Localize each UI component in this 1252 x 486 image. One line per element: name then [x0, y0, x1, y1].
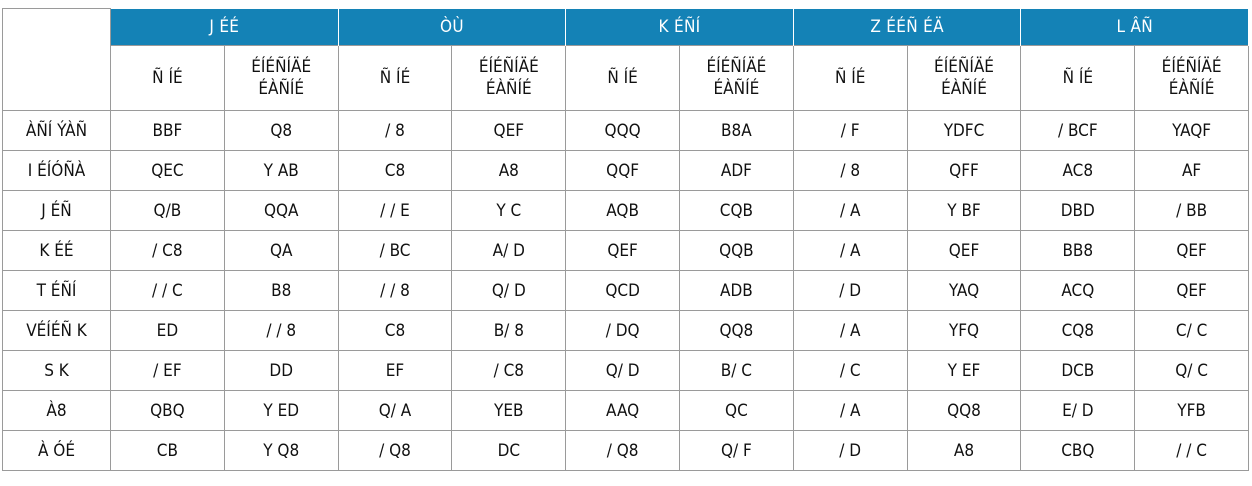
row-label: À ÓÉ	[3, 431, 111, 471]
table-cell: QEF	[1135, 231, 1249, 271]
row-label: À8	[3, 391, 111, 431]
table-cell: / C	[793, 351, 907, 391]
row-label: J ÉÑ	[3, 191, 111, 231]
row-label: K ÉÉ	[3, 231, 111, 271]
table-cell: / DQ	[566, 311, 680, 351]
table-cell: QQF	[566, 151, 680, 191]
table-row	[3, 391, 1249, 431]
sub-header	[793, 46, 907, 111]
table-cell: Q/B	[111, 191, 225, 231]
table-cell: C8	[338, 151, 452, 191]
table-cell: AAQ	[566, 391, 680, 431]
table-cell: QQA	[224, 191, 338, 231]
table-cell: / BCF	[1021, 111, 1135, 151]
table-cell: BB8	[1021, 231, 1135, 271]
table-cell: Q/ D	[452, 271, 566, 311]
group-header: K ÉÑÍ	[566, 9, 794, 46]
table-cell: CQ8	[1021, 311, 1135, 351]
table-cell: EF	[338, 351, 452, 391]
table-cell: QBQ	[111, 391, 225, 431]
sub-header-label: ÉÍÉÑÍÄÉ ÉÀÑÍÉ	[478, 57, 539, 99]
table-cell: QQQ	[566, 111, 680, 151]
row-label: S K	[3, 351, 111, 391]
table-row	[3, 351, 1249, 391]
table-cell: QCD	[566, 271, 680, 311]
table-cell: E/ D	[1021, 391, 1135, 431]
table-cell: YAQF	[1135, 111, 1249, 151]
table-cell: / A	[793, 191, 907, 231]
table-cell: QEF	[1135, 271, 1249, 311]
group-header: L ÂÑ	[1021, 9, 1249, 46]
table-cell: / BB	[1135, 191, 1249, 231]
table-cell: / C8	[111, 231, 225, 271]
table-cell: YAQ	[907, 271, 1021, 311]
table-row	[3, 311, 1249, 351]
sub-header-row	[3, 46, 1249, 111]
table-cell: / Q8	[566, 431, 680, 471]
table-cell: / EF	[111, 351, 225, 391]
table-cell: Y BF	[907, 191, 1021, 231]
table-cell: A8	[452, 151, 566, 191]
sub-header	[1021, 46, 1135, 111]
table-row	[3, 191, 1249, 231]
table-cell: Y ED	[224, 391, 338, 431]
sub-header	[452, 46, 566, 111]
row-label: I ÉÍÓÑÀ	[3, 151, 111, 191]
table-cell: / 8	[338, 111, 452, 151]
table-cell: CQB	[680, 191, 794, 231]
table-cell: DD	[224, 351, 338, 391]
table-cell: QC	[680, 391, 794, 431]
table-cell: YFQ	[907, 311, 1021, 351]
table-cell: / / E	[338, 191, 452, 231]
sub-header-label: ÉÍÉÑÍÄÉ ÉÀÑÍÉ	[1161, 57, 1222, 99]
row-label: VÉÍÉÑ K	[3, 311, 111, 351]
sub-header	[566, 46, 680, 111]
table-cell: A8	[907, 431, 1021, 471]
group-header: ÒÙ	[338, 9, 566, 46]
table-cell: / Q8	[338, 431, 452, 471]
table-cell: B8A	[680, 111, 794, 151]
table-cell: QEF	[907, 231, 1021, 271]
table-cell: / C8	[452, 351, 566, 391]
table-cell: QFF	[907, 151, 1021, 191]
table-cell: QEC	[111, 151, 225, 191]
table-cell: DBD	[1021, 191, 1135, 231]
sub-header	[338, 46, 452, 111]
table-cell: / F	[793, 111, 907, 151]
table-cell: A/ D	[452, 231, 566, 271]
table-cell: / D	[793, 271, 907, 311]
group-header: Z ÉÉÑ ÉÄ	[793, 9, 1021, 46]
corner-cell	[3, 9, 111, 111]
sub-header-label: ÉÍÉÑÍÄÉ ÉÀÑÍÉ	[251, 57, 312, 99]
table-cell: C/ C	[1135, 311, 1249, 351]
group-header: J ÉÉ	[111, 9, 339, 46]
sub-header	[111, 46, 225, 111]
table-cell: B8	[224, 271, 338, 311]
table-cell: QA	[224, 231, 338, 271]
table-cell: YEB	[452, 391, 566, 431]
sub-header	[224, 46, 338, 111]
table-cell: / / 8	[224, 311, 338, 351]
table-cell: / A	[793, 231, 907, 271]
table-cell: Q8	[224, 111, 338, 151]
table-cell: YDFC	[907, 111, 1021, 151]
table-cell: Y C	[452, 191, 566, 231]
table-cell: DC	[452, 431, 566, 471]
sub-header	[1135, 46, 1249, 111]
table-row	[3, 111, 1249, 151]
table-cell: AC8	[1021, 151, 1135, 191]
table-cell: QEF	[566, 231, 680, 271]
row-label: T ÉÑÍ	[3, 271, 111, 311]
table-cell: B/ 8	[452, 311, 566, 351]
sub-header-label: Ñ ÍÉ	[152, 68, 183, 88]
sub-header-label: ÉÍÉÑÍÄÉ ÉÀÑÍÉ	[706, 57, 767, 99]
table-cell: QQ8	[907, 391, 1021, 431]
sub-header-label: Ñ ÍÉ	[607, 68, 638, 88]
table-cell: / / C	[1135, 431, 1249, 471]
table-cell: / 8	[793, 151, 907, 191]
sub-header-label: Ñ ÍÉ	[834, 68, 866, 88]
table-cell: ACQ	[1021, 271, 1135, 311]
table-cell: Y EF	[907, 351, 1021, 391]
row-label: ÀÑÍ ÝÀÑ	[3, 111, 111, 151]
table-cell: Y AB	[224, 151, 338, 191]
table-cell: YFB	[1135, 391, 1249, 431]
table-cell: Q/ C	[1135, 351, 1249, 391]
table-cell: Q/ A	[338, 391, 452, 431]
sub-header-label: Ñ ÍÉ	[379, 68, 411, 88]
table-cell: BBF	[111, 111, 225, 151]
table-cell: AQB	[566, 191, 680, 231]
data-table	[2, 8, 1249, 471]
table-cell: / A	[793, 311, 907, 351]
table-cell: / / 8	[338, 271, 452, 311]
table-cell: QQB	[680, 231, 794, 271]
group-header-row	[3, 9, 1249, 46]
table-cell: Q/ D	[566, 351, 680, 391]
table-cell: B/ C	[680, 351, 794, 391]
sub-header-label: Ñ ÍÉ	[1062, 68, 1094, 88]
table-cell: QEF	[452, 111, 566, 151]
table-cell: Q/ F	[680, 431, 794, 471]
table-cell: ED	[111, 311, 225, 351]
table-cell: ADF	[680, 151, 794, 191]
table-cell: C8	[338, 311, 452, 351]
table-cell: ADB	[680, 271, 794, 311]
table-cell: / / C	[111, 271, 225, 311]
table-row	[3, 431, 1249, 471]
table-row	[3, 271, 1249, 311]
table-row	[3, 151, 1249, 191]
table-cell: / BC	[338, 231, 452, 271]
table-cell: CBQ	[1021, 431, 1135, 471]
table-cell: CB	[111, 431, 225, 471]
table-cell: / D	[793, 431, 907, 471]
table-row	[3, 231, 1249, 271]
sub-header-label: ÉÍÉÑÍÄÉ ÉÀÑÍÉ	[934, 57, 994, 99]
table-cell: AF	[1135, 151, 1249, 191]
table-cell: / A	[793, 391, 907, 431]
table-cell: QQ8	[680, 311, 794, 351]
sub-header	[907, 46, 1021, 111]
table-cell: Y Q8	[224, 431, 338, 471]
table-cell: DCB	[1021, 351, 1135, 391]
sub-header	[680, 46, 794, 111]
